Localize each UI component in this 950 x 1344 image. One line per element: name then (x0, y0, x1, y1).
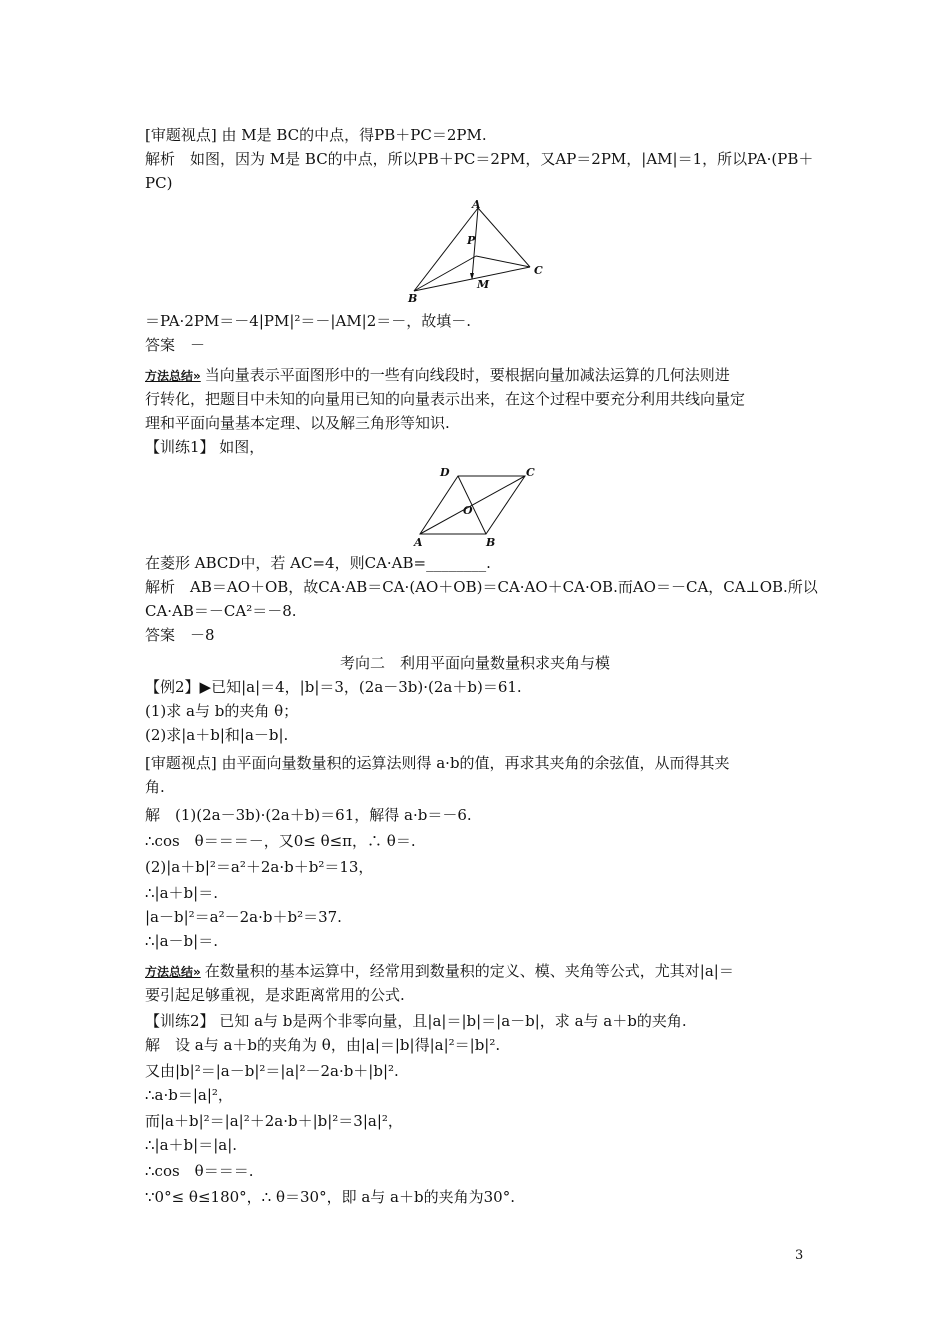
method-summary-badge: 方法总结» (145, 965, 201, 979)
text-line: 角. (145, 778, 165, 796)
label-a: A (414, 536, 423, 548)
text-line: ∴a·b＝|a|²， (145, 1086, 233, 1104)
answer-line: 答案 －8 (145, 626, 215, 644)
text-line: 解 (1)(2a－3b)·(2a＋b)＝61，解得 a·b＝－6. (145, 806, 472, 824)
text-line: 在菱形 ABCD中，若 AC=4，则CA·AB=________. (145, 554, 491, 572)
text-line: 行转化，把题目中未知的向量用已知的向量表示出来，在这个过程中要充分利用共线向量定 (145, 390, 746, 408)
text-line: [审题视点] 由 M是 BC的中点，得PB＋PC＝2PM. (145, 126, 487, 144)
label-c: C (526, 466, 535, 479)
page-number: 3 (795, 1248, 804, 1263)
label-o: O (463, 504, 473, 517)
text-line: ∴|a－b|＝. (145, 932, 218, 950)
triangle-figure (400, 198, 550, 306)
method-summary-badge: 方法总结» (145, 369, 201, 383)
text-line: ∴|a＋b|＝|a|. (145, 1136, 238, 1154)
label-d: D (440, 466, 450, 479)
text-line: ∵0°≤ θ≤180°，∴ θ＝30°，即 a与 a＋b的夹角为30°. (145, 1188, 515, 1206)
text-line: ∴cos θ＝＝＝－，又0≤ θ≤π，∴ θ＝. (145, 832, 416, 850)
rhombus-figure (410, 462, 545, 548)
text-line: 要引起足够重视，是求距离常用的公式. (145, 986, 405, 1004)
section-heading: 考向二 利用平面向量数量积求夹角与模 (339, 654, 610, 672)
text-line: 理和平面向量基本定理、以及解三角形等知识. (145, 414, 450, 432)
exercise-heading: 【训练1】 如图， (145, 438, 265, 456)
text-line: (2)|a＋b|²＝a²＋2a·b＋b²＝13， (145, 858, 374, 876)
label-a: A (472, 198, 481, 211)
exercise-heading: 【训练2】 已知 a与 b是两个非零向量，且|a|＝|b|＝|a－b|，求 a与 a＋b的夹角. (145, 1012, 687, 1030)
text-line: ＝PA·2PM＝－4|PM|²＝－|AM|2＝－，故填－. (145, 312, 472, 330)
text-line: 解析 AB＝AO＋OB，故CA·AB＝CA·(AO＋OB)＝CA·AO＋CA·OB.而AO＝－CA，CA⊥OB.所以 (145, 578, 818, 596)
answer-line: 答案 － (145, 336, 206, 354)
text-line: 而|a＋b|²＝|a|²＋2a·b＋|b|²＝3|a|²， (145, 1112, 403, 1130)
text-line: ∴cos θ＝＝＝. (145, 1162, 254, 1180)
text-line: CA·AB＝－CA²＝－8. (145, 602, 297, 620)
text-line: PC) (145, 174, 173, 192)
method-summary-line: 方法总结» 当向量表示平面图形中的一些有向线段时，要根据向量加减法运算的几何法则进 (145, 364, 730, 387)
text-line: 解 设 a与 a＋b的夹角为 θ，由|a|＝|b|得|a|²＝|b|². (145, 1036, 501, 1054)
text-line: 解析 如图，因为 M是 BC的中点，所以PB＋PC＝2PM，又AP＝2PM，|AM|＝1，所以PA·(PB＋ (145, 150, 814, 168)
label-c: C (534, 264, 543, 277)
method-summary-line: 方法总结» 在数量积的基本运算中，经常用到数量积的定义、模、夹角等公式，尤其对|a|＝ (145, 960, 734, 983)
label-p: P (467, 234, 476, 247)
text-line: |a－b|²＝a²－2a·b＋b²＝37. (145, 908, 342, 926)
example-heading: 【例2】▶已知|a|＝4，|b|＝3，(2a－3b)·(2a＋b)＝61. (145, 678, 522, 696)
text-line: [审题视点] 由平面向量数量积的运算法则得 a·b的值，再求其夹角的余弦值，从而得其夹 (145, 754, 730, 772)
label-b: B (408, 292, 418, 305)
text-line: (1)求 a与 b的夹角 θ； (145, 702, 299, 720)
label-b: B (486, 536, 496, 548)
text-line: (2)求|a＋b|和|a－b|. (145, 726, 289, 744)
text-line: 又由|b|²＝|a－b|²＝|a|²－2a·b＋|b|². (145, 1062, 399, 1080)
text-line: ∴|a＋b|＝. (145, 884, 218, 902)
label-m: M (477, 278, 490, 291)
